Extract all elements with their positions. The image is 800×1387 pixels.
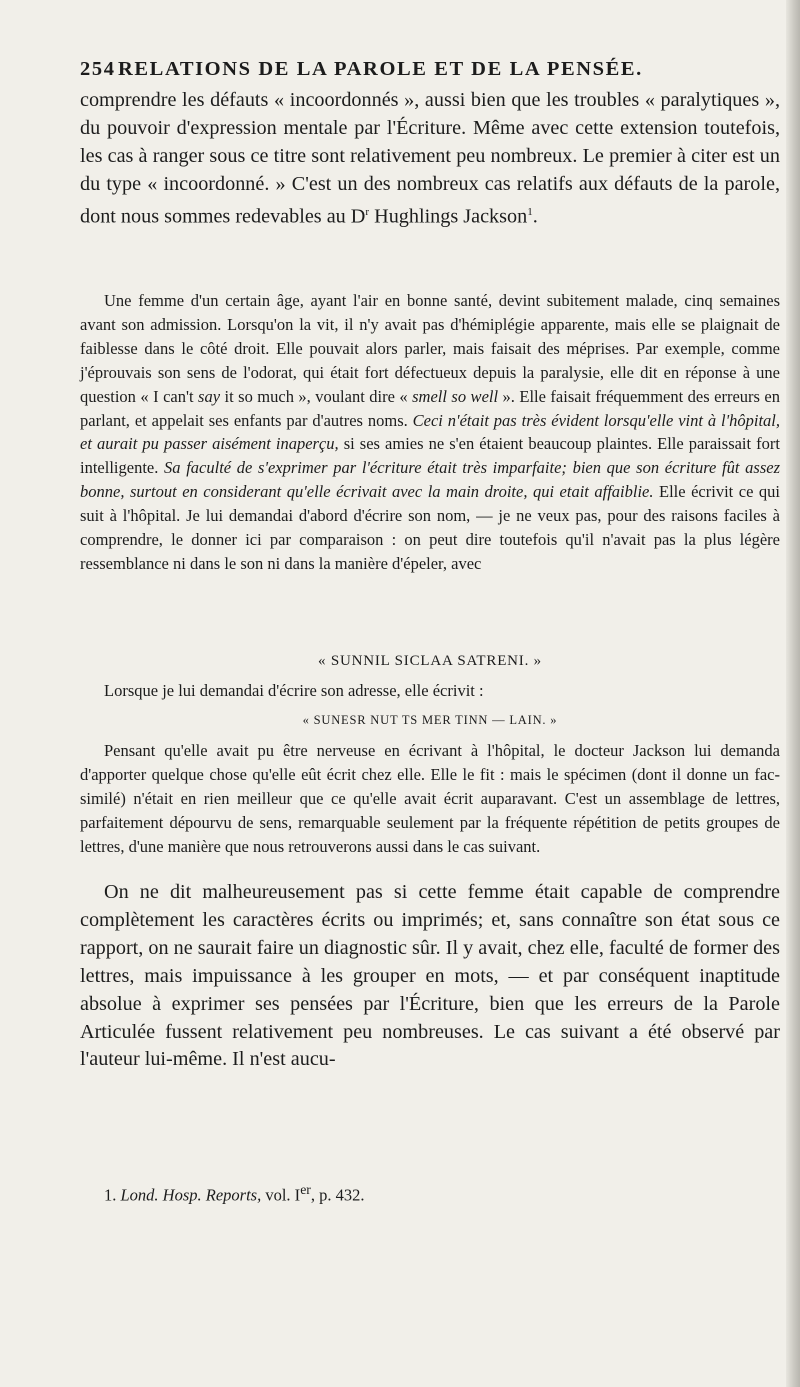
footnote-volume: vol. I <box>265 1185 301 1205</box>
quote-part1: Une femme d'un certain âge, ayant l'air en bonne santé, devint subitement malade, cinq semaines avant son admission. Lorsqu'on la vit, il n'y avait pas d'hémiplégie apparente, mais elle se plaignait de faiblesse dans le côté droit. Elle pouvait alors parler, mais faisait des méprises. Par exemple, comme j'éprouvais son sens de l'odorat, qui était fort défectueux depuis la paralysie, elle dit en réponse à une question « I can't <box>80 291 780 406</box>
quote-part2: it so much », voulant dire « <box>220 386 413 406</box>
page-edge-shadow <box>786 0 800 1387</box>
footnote-ref: 1 <box>527 205 533 218</box>
case-quote <box>80 289 780 576</box>
paragraph-opening-text: comprendre les défauts « incoordonnés », aussi bien que les troubles « paralytiques », du pouvoir d'expression mentale par l'Écriture. Même avec cette extension toutefois, les cas à ranger sous ce titre sont relativement peu nombreux. Le premier à citer est un du type « incoordonné. » C'est un des nombreux cas relatifs aux défauts de la parole, dont nous sommes redevables au D <box>80 89 780 228</box>
running-header <box>80 58 780 81</box>
quote-italic2: Sa faculté de s'exprimer par l'écriture était très imparfaite; bien que son écriture fût assez bonne, surtout en considerant qu'elle écrivait avec la main droite, qui etait affaiblie. <box>80 458 780 502</box>
footnote-source: Lond. Hosp. Reports, <box>120 1185 262 1205</box>
footnote-volume-sup: er <box>300 1182 311 1197</box>
doctor-abbrev-sup: r <box>365 205 370 218</box>
footnote <box>80 1179 780 1207</box>
quote-part3: ». Elle faisait fréquemment des erreurs en parlant, et appelait ses enfants par d'autres noms. <box>80 386 780 430</box>
paragraph-opening-end: Hughlings Jackson <box>369 205 528 228</box>
quote-end: Pensant qu'elle avait pu être nerveuse en écrivant à l'hôpital, le docteur Jackson lui demanda d'apporter quelque chose qu'elle eût écrit chez elle. Elle le fit : mais le spécimen (dont il donne un fac-similé) n'était en rien meilleur que ce qu'elle avait écrit auparavant. C'est un assemblage de lettres, parfaitement dépourvu de sens, remarquable seulement par la fréquente répétition de petits groupes de lettres, d'une manière que nous retrouverons aussi dans le cas suivant. <box>80 741 780 856</box>
quote-part4: si ses amies ne s'en étaient beaucoup plaintes. Elle paraissait fort intelligente. <box>80 434 780 478</box>
quote-english-smell: smell so well <box>412 386 499 406</box>
running-title: RELATIONS DE LA PAROLE ET DE LA PENSÉE. <box>118 58 643 80</box>
paragraph-commentary: On ne dit malheureusement pas si cette femme était capable de comprendre complètement les caractères écrits ou imprimés; et, sans connaître son état sous ce rapport, on ne saurait faire un diagnostic sûr. Il y avait, chez elle, faculté de former des lettres, mais impuissance à les grouper en mots, — et par conséquent inaptitude absolue à exprimer ses pensées par l'Écriture, bien que les erreurs de la Parole Articulée fussent relativement peu nombreuses. Le cas suivant a été observé par l'auteur lui-même. Il n'est aucu- <box>80 881 780 1071</box>
page-number: 254 <box>80 58 116 80</box>
quote-italic1: Ceci n'était pas très évident lorsqu'elle vint à l'hôpital, et aurait pu passer aisément inaperçu, <box>80 410 781 454</box>
quote-english-say: say <box>198 386 221 406</box>
quote-part5: Elle écrivit ce qui suit à l'hôpital. Je lui demandai d'abord d'écrire son nom, — je ne veux pas, pour des raisons faciles à comprendre, le donner ici par comparaison : on peut dire toutefois qu'il n'avait pas la plus légère ressemblance ni dans le son ni dans la manière d'épeler, avec <box>80 482 780 573</box>
writing-sample-name: « SUNNIL SICLAA SATRENI. » <box>317 653 542 669</box>
footnote-page: , p. 432. <box>310 1185 365 1205</box>
quote-middle: Lorsque je lui demandai d'écrire son adresse, elle écrivit : <box>104 681 484 700</box>
paragraph-opening <box>80 87 780 231</box>
writing-sample-address: « SUNESR NUT TS MER TINN — LAIN. » <box>302 713 558 727</box>
footnote-number: 1. <box>104 1185 117 1205</box>
paragraph-opening-final: . <box>532 205 538 228</box>
